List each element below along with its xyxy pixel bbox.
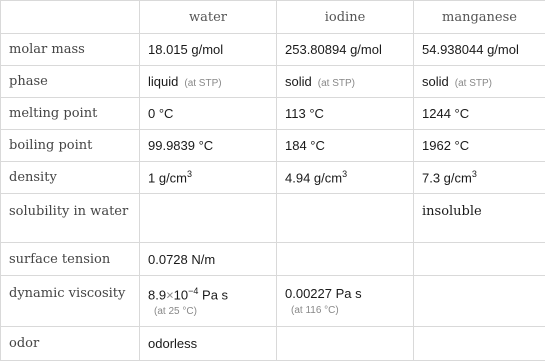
cell-iodine: [277, 66, 414, 98]
row-label: molar mass: [1, 34, 140, 66]
phase-note: (at STP): [184, 78, 221, 89]
cell-manganese: [414, 162, 545, 194]
cell-manganese: [414, 66, 545, 98]
density-exponent: 3: [342, 169, 347, 179]
cell-water: [140, 276, 277, 327]
phase-value: liquid: [148, 74, 178, 89]
row-label: boiling point: [1, 130, 140, 162]
cell-manganese: insoluble: [414, 194, 545, 243]
viscosity-mantissa: 8.9: [148, 287, 166, 302]
cell-water: odorless: [140, 327, 277, 361]
phase-value: solid: [285, 74, 312, 89]
cell-water: [140, 194, 277, 243]
density-value: 4.94 g/cm: [285, 171, 342, 186]
cell-manganese: 54.938044 g/mol: [414, 34, 545, 66]
phase-note: (at STP): [455, 78, 492, 89]
row-label: phase: [1, 66, 140, 98]
times-sign: ×: [166, 287, 174, 302]
cell-manganese: [414, 243, 545, 276]
viscosity-unit: Pa s: [202, 287, 228, 302]
cell-iodine: [277, 162, 414, 194]
cell-iodine: [277, 327, 414, 361]
header-water: water: [140, 1, 277, 34]
row-label: density: [1, 162, 140, 194]
cell-iodine: 253.80894 g/mol: [277, 34, 414, 66]
density-exponent: 3: [187, 169, 192, 179]
row-surface-tension: [1, 243, 545, 276]
row-dynamic-viscosity: [1, 276, 545, 327]
cell-iodine: [277, 243, 414, 276]
row-boiling-point: [1, 130, 545, 162]
cell-iodine: [277, 276, 414, 327]
cell-water: 0.0728 N/m: [140, 243, 277, 276]
row-label: solubility in water: [1, 194, 140, 243]
header-row: [1, 1, 545, 34]
cell-manganese: 1244 °C: [414, 98, 545, 130]
header-manganese: manganese: [414, 1, 545, 34]
density-value: 1 g/cm: [148, 171, 187, 186]
density-value: 7.3 g/cm: [422, 171, 472, 186]
cell-manganese: 1962 °C: [414, 130, 545, 162]
cell-iodine: [277, 194, 414, 243]
phase-value: solid: [422, 74, 449, 89]
cell-manganese: [414, 276, 545, 327]
row-label: melting point: [1, 98, 140, 130]
row-molar-mass: [1, 34, 545, 66]
row-density: [1, 162, 545, 194]
header-empty: [1, 1, 140, 34]
row-label: dynamic viscosity: [1, 276, 140, 327]
density-exponent: 3: [472, 169, 477, 179]
row-odor: [1, 327, 545, 361]
cell-water: [140, 162, 277, 194]
row-phase: [1, 66, 545, 98]
viscosity-value: 0.00227 Pa s: [285, 286, 362, 301]
cell-iodine: 184 °C: [277, 130, 414, 162]
cell-water: 0 °C: [140, 98, 277, 130]
phase-note: (at STP): [318, 78, 355, 89]
cell-water: 18.015 g/mol: [140, 34, 277, 66]
cell-manganese: [414, 327, 545, 361]
viscosity-exponent: −4: [188, 286, 198, 296]
row-label: odor: [1, 327, 140, 361]
header-iodine: iodine: [277, 1, 414, 34]
cell-water: [140, 66, 277, 98]
row-melting-point: [1, 98, 545, 130]
cell-iodine: 113 °C: [277, 98, 414, 130]
viscosity-condition: (at 116 °C): [291, 305, 405, 316]
viscosity-base: 10: [174, 287, 188, 302]
row-label: surface tension: [1, 243, 140, 276]
cell-water: 99.9839 °C: [140, 130, 277, 162]
viscosity-condition: (at 25 °C): [154, 306, 268, 317]
row-solubility: [1, 194, 545, 243]
